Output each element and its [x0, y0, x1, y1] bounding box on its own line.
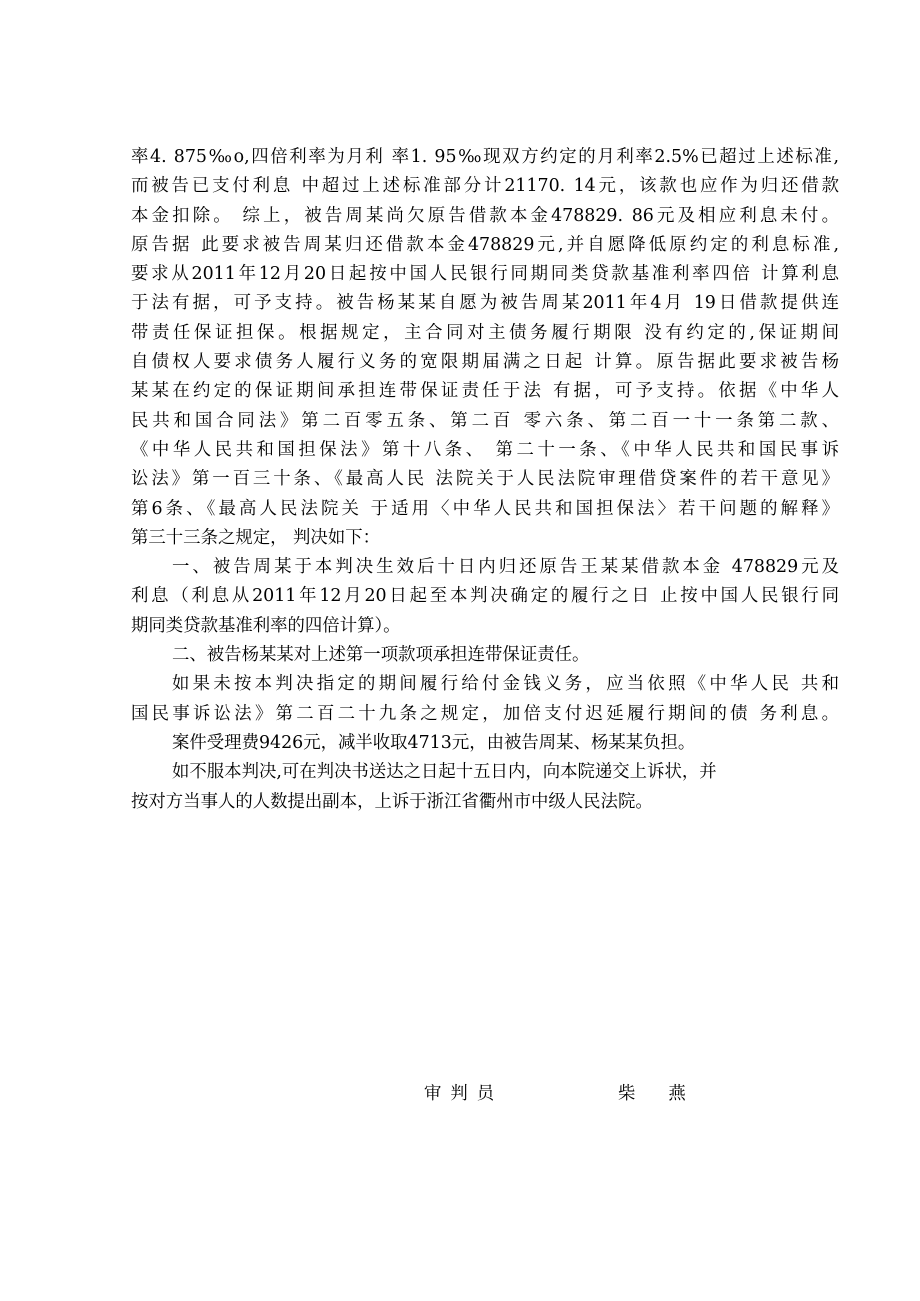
text-line: 本金扣除。 综上，被告周某尚欠原告借款本金478829. 86元及相应利息未付。 [131, 205, 839, 226]
text-line: 期同类贷款基准利率的四倍计算）。 [131, 615, 401, 636]
text-line: 如果未按本判决指定的期间履行给付金钱义务，应当依照《中华人民 共和 [172, 674, 839, 695]
text-line: 第三十三条之规定， 判决如下： [131, 527, 380, 548]
text-line: 自债权人要求债务人履行义务的宽限期届满之日起 计算。原告据此要求被告杨 [131, 352, 839, 373]
text-line: 利息（利息从2011年12月20日起至本判决确定的履行之日 止按中国人民银行同 [131, 586, 839, 607]
text-line: 民共和国合同法》第二百零五条、第二百 零六条、第二百一十一条第二款、 [131, 410, 839, 431]
text-line: 二、被告杨某某对上述第一项款项承担连带保证责任。 [172, 645, 590, 666]
text-line: 第6条、《最高人民法院关 于适用〈中华人民共和国担保法〉若干问题的解释》 [131, 498, 839, 519]
text-line: 《中华人民共和国担保法》第十八条、 第二十一条、《中华人民共和国民事诉 [131, 439, 839, 460]
text-line: 率4. 875‰o,四倍利率为月利 率1. 95‰现双方约定的月利率2.5%已超过上述标准, [131, 147, 839, 167]
text-line: 国民事诉讼法》第二百二十九条之规定，加倍支付迟延履行期间的债 务利息。 [131, 703, 839, 724]
text-line: 于法有据，可予支持。被告杨某某自愿为被告周某2011年4月 19日借款提供连 [131, 293, 839, 314]
text-line: 原告据 此要求被告周某归还借款本金478829元,并自愿降低原约定的利息标准, [131, 234, 839, 255]
text-line: 要求从2011年12月20日起按中国人民银行同期同类贷款基准利率四倍 计算利息 [131, 264, 839, 285]
text-line: 按对方当事人的人数提出副本，上诉于浙江省衢州市中级人民法院。 [131, 791, 653, 812]
text-line: 如不服本判决,可在判决书送达之日起十五日内，向本院递交上诉状，并 [172, 762, 717, 783]
text-line: 一、被告周某于本判决生效后十日内归还原告王某某借款本金 478829元及 [172, 557, 839, 578]
text-line: 某某在约定的保证期间承担连带保证责任于法 有据，可予支持。依据《中华人 [131, 381, 839, 402]
judge-title: 审判员 [424, 1084, 504, 1104]
judge-name: 柴燕 [618, 1084, 719, 1104]
text-line: 而被告已支付利息 中超过上述标准部分计21170. 14元，该款也应作为归还借款 [131, 176, 839, 197]
text-line: 讼法》第一百三十条、《最高人民 法院关于人民法院审理借贷案件的若干意见》 [131, 469, 839, 490]
judgment-body-text [131, 143, 839, 817]
text-line: 案件受理费9426元，减半收取4713元，由被告周某、杨某某负担。 [172, 732, 696, 753]
text-line: 带责任保证担保。根据规定，主合同对主债务履行期限 没有约定的,保证期间 [131, 322, 839, 343]
